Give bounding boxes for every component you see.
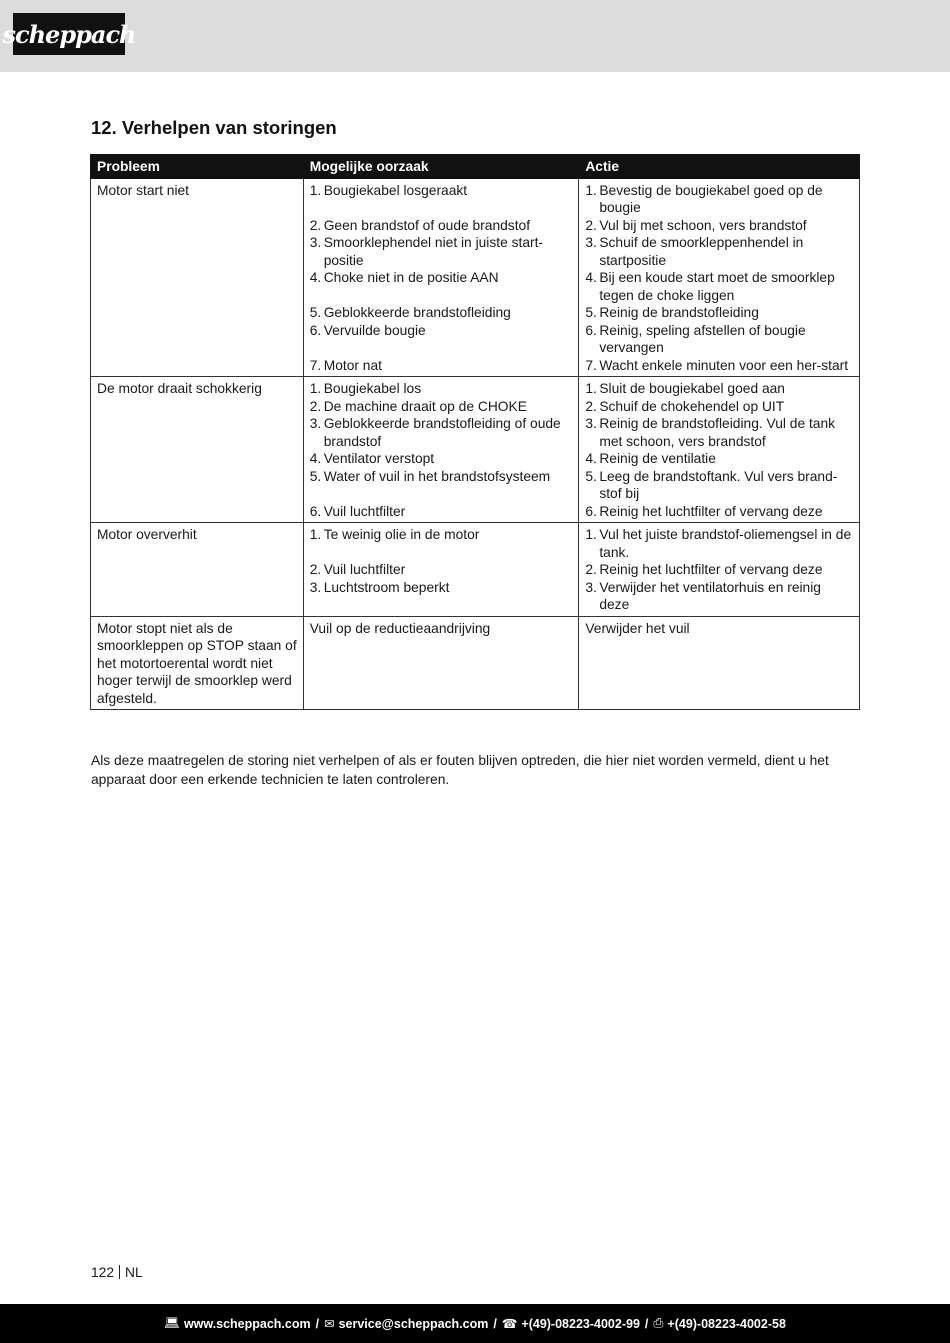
table-row: [91, 616, 860, 710]
action-list: [585, 182, 853, 375]
footer-bar: [0, 1304, 950, 1343]
list-item: 3. Luchtstroom beperkt: [309, 579, 450, 595]
action-cell: [579, 377, 860, 523]
fax-icon: ⎙︎: [653, 1316, 664, 1330]
list-item: 6. Vervuilde bougie: [309, 322, 426, 338]
action-cell: [579, 178, 860, 377]
footer-email-link[interactable]: service@scheppach.com: [338, 1316, 489, 1331]
list-item: 5. Reinig de brandstofleiding: [585, 305, 759, 320]
list-item: 6. Vuil luchtfilter: [309, 503, 406, 519]
list-item: 5. Leeg de brandstoftank. Vul vers brand-stof bij: [585, 468, 838, 501]
disclaimer-note: Als deze maatregelen de storing niet verhelpen of als er fouten blijven optreden, die hier niet worden vermeld, dient u het apparaat door een erkende technicien te laten controleren.: [91, 753, 829, 787]
cause-list: [310, 182, 573, 375]
footer-phone: +(49)-08223-4002-99: [521, 1316, 640, 1331]
cause-list: [310, 380, 573, 520]
laptop-icon: 💻︎: [164, 1316, 180, 1330]
list-item: 1. Te weinig olie in de motor: [309, 527, 480, 542]
troubleshooting-table: [90, 154, 860, 710]
action-cell: [579, 523, 860, 617]
top-header-bar: [0, 0, 950, 72]
list-item: 2. Vuil luchtfilter: [309, 562, 406, 577]
list-item: 1. Bougiekabel los: [309, 381, 422, 396]
page-number: [91, 1265, 143, 1280]
page-language: NL: [125, 1265, 143, 1280]
footer-separator: /: [315, 1316, 320, 1331]
list-item: 4. Bij een koude start moet de smoorklep tegen de choke liggen: [585, 270, 835, 303]
action-list: [585, 526, 853, 614]
list-item: 2. Geen brandstof of oude brandstof: [309, 217, 531, 233]
scheppach-logo: scheppach: [13, 13, 125, 55]
header-cause: Mogelijke oorzaak: [303, 155, 579, 179]
list-item: 1. Vul het juiste brandstof-oliemengsel in de tank.: [585, 527, 852, 560]
list-item: 2. Reinig het luchtfilter of vervang deze: [585, 562, 823, 577]
cause-cell: [303, 377, 579, 523]
list-item: 3. Schuif de smoorkleppenhendel in startpositie: [585, 235, 804, 268]
problem-cell: Motor start niet: [91, 178, 304, 377]
cause-cell: Vuil op de reductieaandrijving: [303, 616, 579, 710]
cause-list: [310, 526, 573, 596]
problem-cell: Motor stopt niet als de smoorkleppen op STOP staan of het motortoerental wordt niet hoger terwijl de smoorklep werd afgesteld.: [91, 616, 304, 710]
list-item: 1. Sluit de bougiekabel goed aan: [585, 381, 785, 396]
mail-icon: ✉︎: [324, 1317, 335, 1331]
footer-website-link[interactable]: www.scheppach.com: [183, 1316, 311, 1331]
section-title: 12. Verhelpen van storingen: [91, 117, 337, 138]
list-item: 3. Smoorklephendel niet in juiste start-positie: [309, 235, 544, 268]
cause-cell: [303, 178, 579, 377]
table-row: [91, 377, 860, 523]
list-item: 7. Motor nat: [309, 357, 382, 373]
list-item: 7. Wacht enkele minuten voor een her-start: [585, 357, 849, 373]
list-item: 6. Reinig het luchtfilter of vervang deze: [585, 503, 823, 519]
phone-icon: ☎︎: [501, 1317, 518, 1331]
list-item: 4. Ventilator verstopt: [309, 451, 435, 466]
page-number-value: 122: [91, 1265, 115, 1280]
list-item: 4. Reinig de ventilatie: [585, 451, 716, 466]
header-action: Actie: [579, 155, 860, 179]
footer-separator: /: [644, 1316, 649, 1331]
list-item: 1. Bevestig de bougiekabel goed op de bougie: [585, 182, 823, 215]
list-item: 5. Geblokkeerde brandstofleiding: [309, 305, 511, 320]
footer-fax: +(49)-08223-4002-58: [667, 1316, 786, 1331]
action-cell: Verwijder het vuil: [579, 616, 860, 710]
problem-cell: Motor oververhit: [91, 523, 304, 617]
list-item: 1. Bougiekabel losgeraakt: [309, 182, 468, 198]
action-list: [585, 380, 853, 520]
footer-separator: /: [493, 1316, 497, 1331]
table-header-row: [91, 155, 860, 179]
list-item: 3. Reinig de brandstofleiding. Vul de tank met schoon, vers brandstof: [585, 416, 836, 449]
list-item: 3. Geblokkeerde brandstofleiding of oude brandstof: [309, 416, 561, 449]
header-problem: Probleem: [91, 155, 304, 179]
list-item: 5. Water of vuil in het brandstofsysteem: [309, 468, 551, 484]
table-row: [91, 178, 860, 377]
list-item: 2. Vul bij met schoon, vers brandstof: [585, 217, 807, 233]
list-item: 2. Schuif de chokehendel op UIT: [585, 398, 785, 414]
list-item: 3. Verwijder het ventilatorhuis en reinig deze: [585, 579, 821, 612]
cause-cell: [303, 523, 579, 617]
list-item: 6. Reinig, speling afstellen of bougie vervangen: [585, 322, 806, 355]
table-row: [91, 523, 860, 617]
problem-cell: De motor draait schokkerig: [91, 377, 304, 523]
list-item: 4. Choke niet in de positie AAN: [309, 270, 499, 285]
list-item: 2. De machine draait op de CHOKE: [309, 398, 527, 414]
page-separator: [119, 1265, 120, 1279]
